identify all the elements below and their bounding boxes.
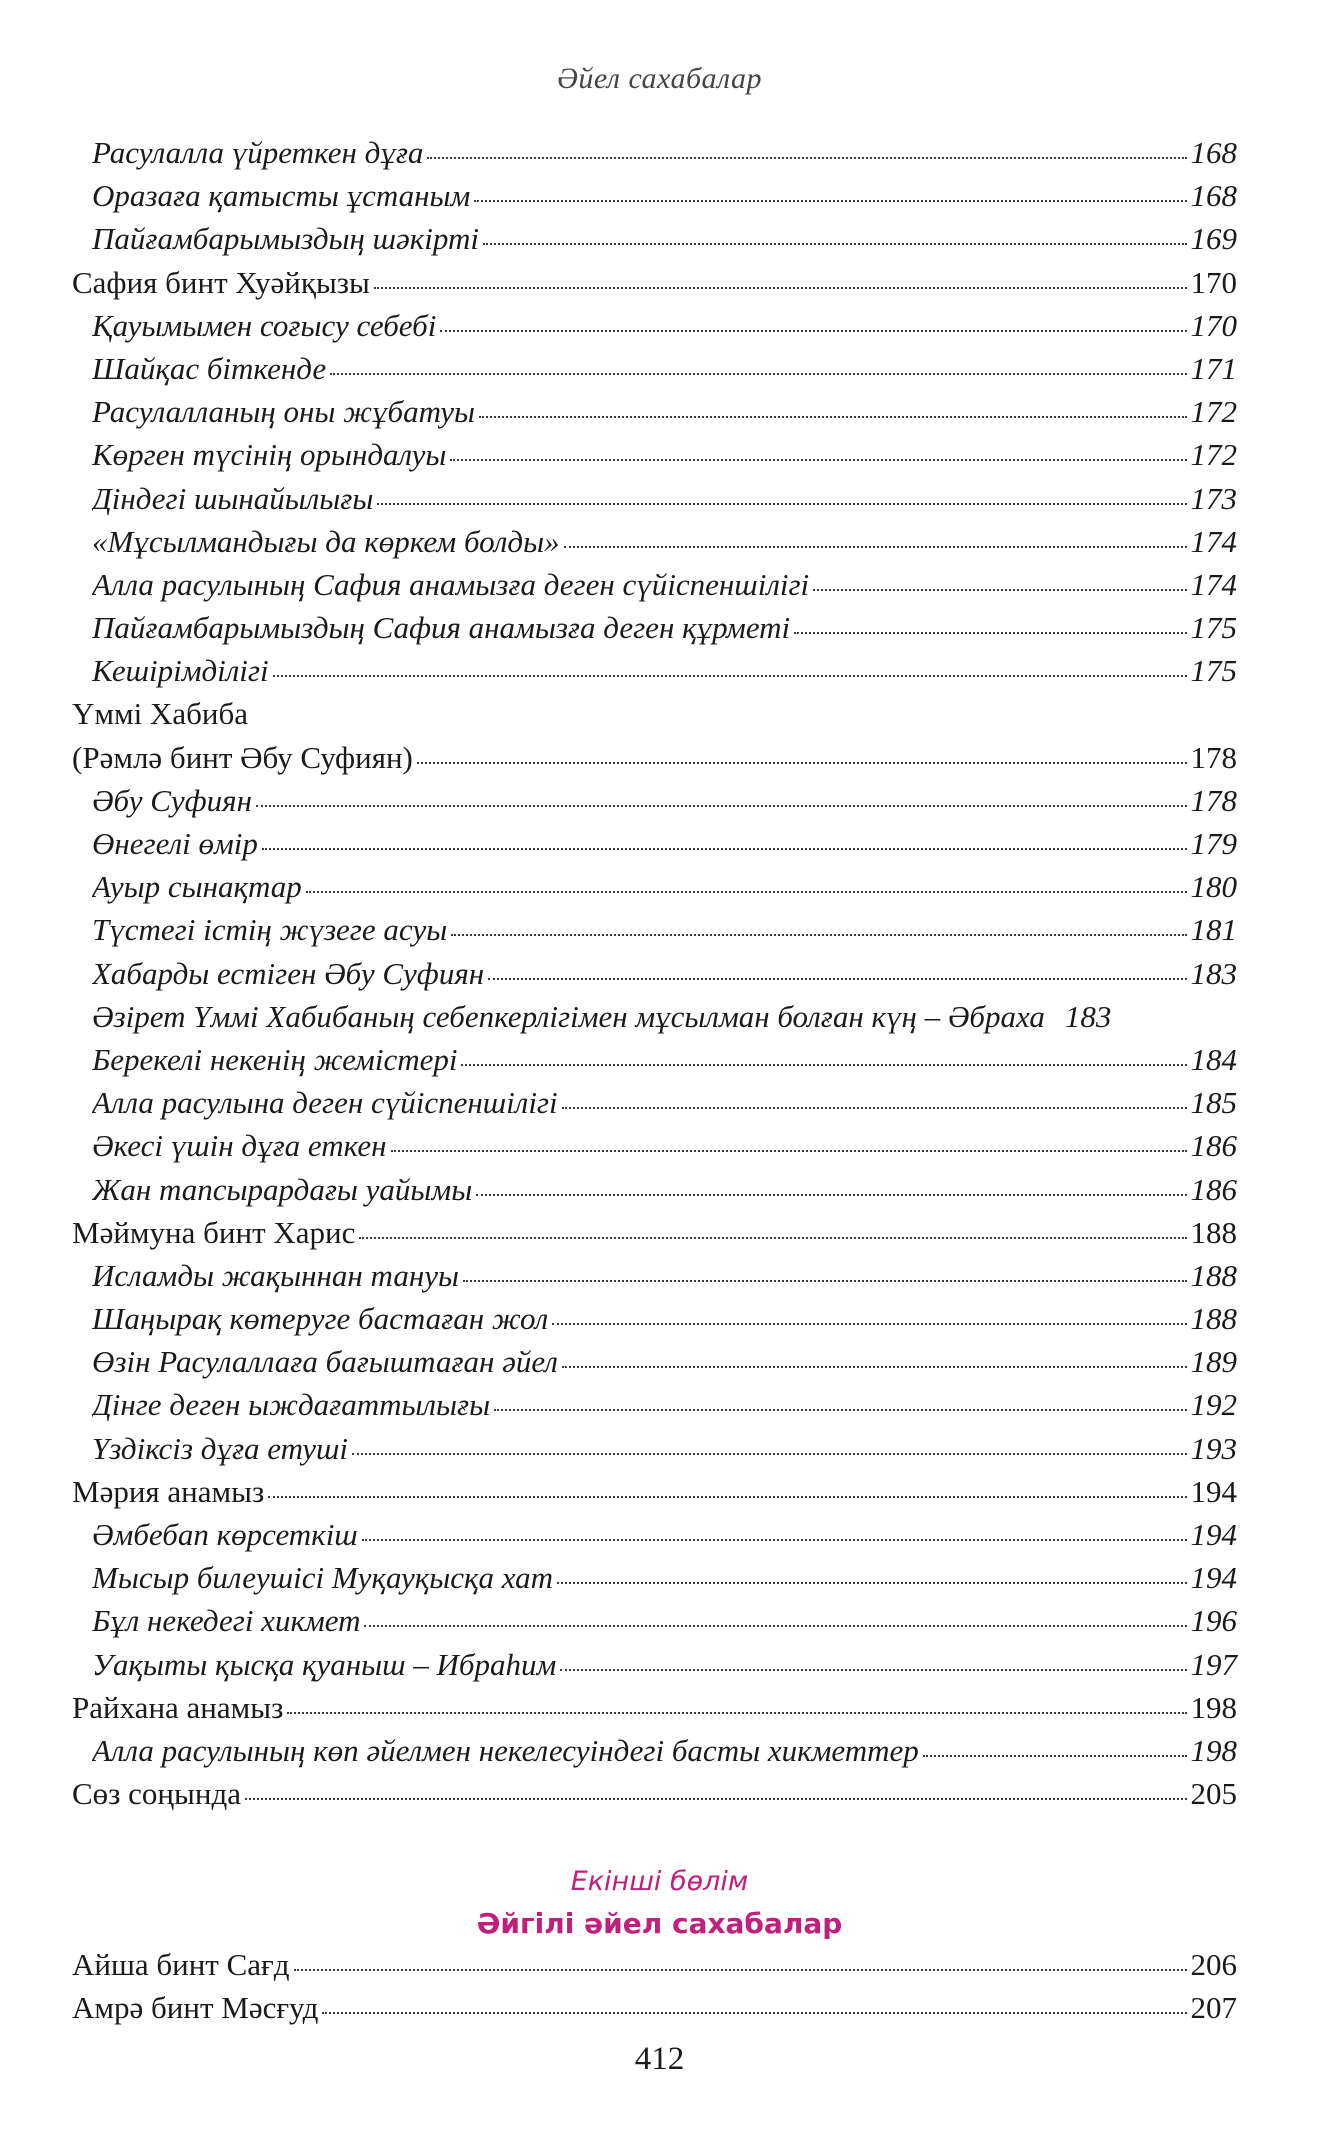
toc-entry bbox=[72, 217, 1237, 260]
toc-entry-page: 207 bbox=[1190, 1990, 1237, 2026]
dot-leader bbox=[330, 373, 1186, 375]
toc-entry-title: Әзірет Үммі Хабибаның себепкерлігімен мұсылман болған күң – Әбраха bbox=[92, 998, 1045, 1034]
dot-leader bbox=[262, 848, 1187, 850]
toc-entry-page: 205 bbox=[1190, 1776, 1237, 1812]
dot-leader bbox=[463, 1280, 1187, 1282]
table-of-contents bbox=[72, 131, 1237, 1815]
toc-entry-page: 189 bbox=[1190, 1344, 1237, 1380]
toc-entry-title: Діндегі шынайылығы bbox=[92, 480, 374, 516]
toc-entry bbox=[72, 261, 1237, 304]
toc-entry-title: Расулалла үйреткен дұға bbox=[92, 135, 424, 170]
toc-entry-title: Пайғамбарымыздың шәкірті bbox=[92, 221, 479, 257]
dot-leader bbox=[450, 459, 1186, 461]
toc-entry bbox=[72, 1427, 1237, 1470]
dot-leader bbox=[364, 1625, 1186, 1627]
toc-entry-page: 194 bbox=[1190, 1473, 1237, 1509]
dot-leader bbox=[362, 1539, 1187, 1541]
running-header: Әйел сахабалар bbox=[557, 62, 762, 95]
dot-leader bbox=[245, 1798, 1187, 1800]
toc-entry-page: 170 bbox=[1190, 307, 1237, 343]
toc-entry-page: 173 bbox=[1190, 480, 1237, 516]
toc-entry-title: Расулалланың оны жұбатуы bbox=[92, 394, 475, 430]
toc-entry-page: 179 bbox=[1190, 826, 1237, 861]
dot-leader bbox=[287, 1712, 1186, 1714]
toc-entry-title: Шайқас біткенде bbox=[92, 350, 327, 386]
toc-entry-title: Өзін Расулаллаға бағыштаған әйел bbox=[92, 1344, 558, 1380]
toc-entry bbox=[72, 606, 1237, 649]
toc-entry-title: Әмбебап көрсеткіш bbox=[92, 1517, 358, 1552]
dot-leader bbox=[391, 1150, 1187, 1152]
toc-entry bbox=[72, 1729, 1237, 1772]
toc-entry-page: 188 bbox=[1190, 1214, 1237, 1250]
dot-leader bbox=[440, 330, 1186, 332]
toc-entry bbox=[72, 1038, 1237, 1081]
table-of-contents-part-two bbox=[72, 1943, 1237, 2029]
dot-leader bbox=[479, 416, 1187, 418]
dot-leader bbox=[451, 934, 1186, 936]
toc-entry bbox=[72, 779, 1237, 822]
dot-leader bbox=[557, 1582, 1186, 1584]
toc-entry-page: 168 bbox=[1190, 178, 1237, 214]
toc-entry-page: 184 bbox=[1190, 1041, 1237, 1077]
toc-entry bbox=[72, 131, 1237, 174]
dot-leader bbox=[417, 762, 1187, 764]
toc-entry-title: Үздіксіз дұға етуші bbox=[92, 1430, 349, 1466]
toc-entry-title: Сөз соңында bbox=[72, 1776, 241, 1812]
dot-leader bbox=[374, 287, 1187, 289]
toc-entry-page: 198 bbox=[1190, 1689, 1237, 1725]
toc-entry bbox=[72, 822, 1237, 865]
toc-entry-page: 171 bbox=[1190, 350, 1237, 386]
toc-entry-title: Уақыты қысқа қуаныш – Ибраһим bbox=[92, 1646, 557, 1682]
page-number: 412 bbox=[634, 2041, 685, 2077]
toc-entry bbox=[72, 1297, 1237, 1340]
toc-entry-page: 174 bbox=[1190, 566, 1237, 602]
toc-entry bbox=[72, 433, 1237, 476]
toc-entry-page: 178 bbox=[1190, 739, 1237, 775]
dot-leader bbox=[294, 1969, 1187, 1971]
toc-entry bbox=[72, 174, 1237, 217]
toc-entry bbox=[72, 692, 1237, 735]
toc-entry bbox=[72, 1943, 1237, 1986]
toc-entry-page: 175 bbox=[1190, 610, 1237, 646]
toc-entry-page: 194 bbox=[1190, 1517, 1237, 1552]
toc-entry bbox=[72, 1383, 1237, 1426]
toc-entry-title: «Мұсылмандығы да көркем болды» bbox=[92, 523, 560, 559]
toc-entry-page: 188 bbox=[1190, 1257, 1237, 1293]
dot-leader bbox=[794, 632, 1186, 634]
toc-entry-title: Үммі Хабиба bbox=[72, 696, 249, 732]
toc-entry-title: (Рәмлә бинт Әбу Суфиян) bbox=[72, 739, 413, 775]
toc-entry bbox=[72, 908, 1237, 951]
toc-entry bbox=[72, 1254, 1237, 1297]
toc-entry-page: 169 bbox=[1190, 221, 1237, 257]
toc-entry bbox=[72, 1986, 1237, 2029]
toc-entry-page: 180 bbox=[1190, 869, 1237, 905]
toc-entry-page: 181 bbox=[1190, 912, 1237, 948]
toc-entry-page: 172 bbox=[1190, 394, 1237, 430]
toc-entry-page: 206 bbox=[1190, 1947, 1237, 1982]
toc-entry-title: Алла расулының Сафия анамызға деген сүйіспеншілігі bbox=[92, 566, 810, 602]
toc-entry-title: Хабарды естіген Әбу Суфиян bbox=[92, 955, 485, 991]
toc-entry-title: Әбу Суфиян bbox=[92, 782, 252, 818]
toc-entry-page: 183 bbox=[1190, 955, 1237, 991]
dot-leader bbox=[306, 891, 1187, 893]
dot-leader bbox=[268, 1496, 1186, 1498]
dot-leader bbox=[562, 1107, 1187, 1109]
toc-entry bbox=[72, 1211, 1237, 1254]
toc-entry-title: Берекелі некенің жемістері bbox=[92, 1041, 458, 1077]
toc-entry bbox=[72, 563, 1237, 606]
toc-entry bbox=[72, 1556, 1237, 1599]
toc-entry-title: Ауыр сынақтар bbox=[92, 869, 302, 905]
toc-entry-page: 196 bbox=[1190, 1603, 1237, 1639]
toc-entry-page: 192 bbox=[1190, 1387, 1237, 1423]
toc-entry bbox=[72, 1599, 1237, 1642]
dot-leader bbox=[476, 1194, 1186, 1196]
section-heading bbox=[0, 1862, 1319, 1946]
toc-entry bbox=[72, 865, 1237, 908]
toc-entry bbox=[72, 1124, 1237, 1167]
dot-leader bbox=[474, 200, 1186, 202]
dot-leader bbox=[560, 1669, 1186, 1671]
toc-entry bbox=[72, 1513, 1237, 1556]
toc-entry-page: 183 bbox=[1064, 998, 1112, 1034]
toc-entry bbox=[72, 649, 1237, 692]
toc-entry-title: Алла расулына деген сүйіспеншілігі bbox=[92, 1085, 558, 1121]
toc-entry bbox=[72, 1470, 1237, 1513]
toc-entry-title: Бұл некедегі хикмет bbox=[92, 1603, 361, 1639]
toc-entry-title: Жан тапсырардағы уайымы bbox=[92, 1171, 473, 1207]
dot-leader bbox=[562, 1366, 1187, 1368]
toc-entry bbox=[72, 520, 1237, 563]
dot-leader bbox=[552, 1323, 1186, 1325]
dot-leader bbox=[494, 1409, 1186, 1411]
toc-entry-page: 197 bbox=[1190, 1646, 1237, 1682]
toc-entry-title: Мәймуна бинт Харис bbox=[72, 1214, 356, 1250]
toc-entry-title: Пайғамбарымыздың Сафия анамызға деген құрметі bbox=[92, 610, 791, 646]
toc-entry-page: 168 bbox=[1190, 135, 1237, 170]
toc-entry-page: 186 bbox=[1190, 1171, 1237, 1207]
dot-leader bbox=[427, 157, 1186, 159]
toc-entry bbox=[72, 347, 1237, 390]
dot-leader bbox=[461, 1064, 1186, 1066]
toc-entry bbox=[72, 1643, 1237, 1686]
toc-entry-title: Өнегелі өмір bbox=[92, 826, 258, 861]
toc-entry-page: 178 bbox=[1190, 782, 1237, 818]
dot-leader bbox=[322, 2012, 1186, 2014]
toc-entry-page: 188 bbox=[1190, 1301, 1237, 1337]
toc-entry-title: Райхана анамыз bbox=[72, 1689, 284, 1725]
dot-leader bbox=[923, 1755, 1187, 1757]
toc-entry-page: 174 bbox=[1190, 523, 1237, 559]
toc-entry-page: 175 bbox=[1190, 653, 1237, 689]
toc-entry-title: Шаңырақ көтеруге бастаған жол bbox=[92, 1301, 549, 1337]
dot-leader bbox=[483, 243, 1187, 245]
toc-entry-title: Түстегі істің жүзеге асуы bbox=[92, 912, 448, 948]
toc-entry-page: 193 bbox=[1190, 1430, 1237, 1466]
toc-entry-page: 170 bbox=[1190, 264, 1237, 300]
toc-entry-page: 198 bbox=[1190, 1732, 1237, 1768]
toc-entry-page: 185 bbox=[1190, 1085, 1237, 1121]
toc-entry bbox=[72, 995, 1237, 1038]
toc-entry bbox=[72, 304, 1237, 347]
toc-entry-title: Кешірімділігі bbox=[92, 653, 269, 689]
toc-entry-page: 186 bbox=[1190, 1128, 1237, 1164]
dot-leader bbox=[564, 546, 1187, 548]
dot-leader bbox=[273, 675, 1187, 677]
toc-entry bbox=[72, 1772, 1237, 1815]
toc-entry-title: Әкесі үшін дұға еткен bbox=[92, 1128, 387, 1164]
dot-leader bbox=[377, 503, 1186, 505]
dot-leader bbox=[256, 805, 1187, 807]
toc-entry-page: 172 bbox=[1190, 437, 1237, 473]
toc-entry-title: Көрген түсінің орындалуы bbox=[92, 437, 447, 473]
toc-entry-title: Исламды жақыннан тануы bbox=[92, 1257, 459, 1293]
toc-entry bbox=[72, 952, 1237, 995]
toc-entry-title: Қауымымен соғысу себебі bbox=[92, 307, 437, 343]
toc-entry bbox=[72, 477, 1237, 520]
toc-entry bbox=[72, 1081, 1237, 1124]
toc-entry-title: Дінге деген ыждағаттылығы bbox=[92, 1387, 491, 1423]
toc-entry-title: Алла расулының көп әйелмен некелесуіндегі басты хикметтер bbox=[92, 1732, 919, 1768]
toc-entry-title: Амрә бинт Мәсғуд bbox=[72, 1990, 319, 2026]
toc-entry-page: 194 bbox=[1190, 1560, 1237, 1596]
dot-leader bbox=[813, 589, 1186, 591]
toc-entry-title: Оразаға қатысты ұстаным bbox=[92, 178, 471, 214]
section-title: Әйгілі әйел сахабалар bbox=[476, 1907, 843, 1940]
toc-entry-title: Сафия бинт Хуәйқызы bbox=[72, 264, 370, 300]
dot-leader bbox=[488, 978, 1186, 980]
toc-entry-title: Мысыр билеушісі Муқауқысқа хат bbox=[92, 1560, 554, 1596]
dot-leader bbox=[359, 1237, 1186, 1239]
section-label: Екінші бөлім bbox=[570, 1866, 749, 1897]
toc-entry bbox=[72, 1168, 1237, 1211]
toc-entry bbox=[72, 390, 1237, 433]
toc-entry bbox=[72, 736, 1237, 779]
toc-entry bbox=[72, 1686, 1237, 1729]
toc-entry-title: Мәрия анамыз bbox=[72, 1473, 265, 1509]
toc-entry bbox=[72, 1340, 1237, 1383]
toc-entry-title: Айша бинт Сағд bbox=[72, 1947, 290, 1982]
dot-leader bbox=[352, 1453, 1186, 1455]
